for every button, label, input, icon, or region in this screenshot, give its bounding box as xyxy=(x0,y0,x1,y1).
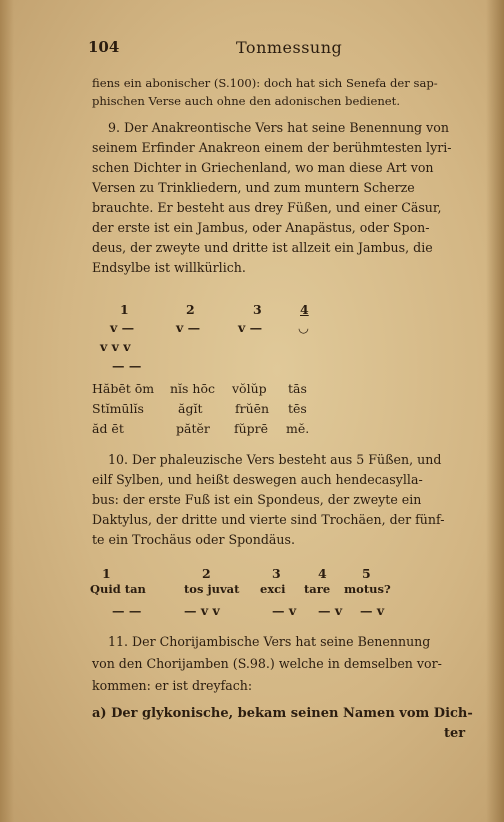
text-line: brauchte. Er besteht aus drey Füßen, und einer Cäsur, xyxy=(92,200,442,215)
meter-mark: v — xyxy=(238,320,263,335)
meter-mark: — v xyxy=(272,603,297,618)
example-word: pătĕr xyxy=(176,421,210,436)
example-word: mĕ. xyxy=(286,421,310,436)
text-line: eilf Sylben, und heißt deswegen auch hendecasylla- xyxy=(92,472,423,487)
meter-mark: — v xyxy=(318,603,343,618)
example-word: motus? xyxy=(344,582,391,596)
page-header xyxy=(88,38,468,60)
example-word: tās xyxy=(288,381,307,396)
text-line: 9. Der Anakreontische Vers hat seine Benennung von xyxy=(108,120,449,135)
foot-number: 4 xyxy=(300,302,309,317)
foot-number: 3 xyxy=(272,566,281,581)
text-line: te ein Trochäus oder Spondäus. xyxy=(92,532,296,547)
meter-mark: v — xyxy=(176,320,201,335)
example-word: ăd ēt xyxy=(92,421,124,436)
example-word: vŏlŭp xyxy=(232,381,267,396)
text-line: schen Dichter in Griechenland, wo man diese Art von xyxy=(92,160,434,175)
foot-number: 1 xyxy=(102,566,111,581)
page-number: 104 xyxy=(88,38,120,56)
example-word: tare xyxy=(304,582,331,596)
text-line: a) Der glykonische, bekam seinen Namen vom Dich- xyxy=(92,706,473,721)
text-line: seinem Erfinder Anakreon einem der berühmtesten lyri- xyxy=(92,140,452,155)
page-edge-left xyxy=(0,0,14,822)
example-word: nĭs hōc xyxy=(170,381,216,396)
example-word: ăgĭt xyxy=(178,401,203,416)
foot-number: 3 xyxy=(253,302,262,317)
text-line: ter xyxy=(444,726,466,741)
text-line: der erste ist ein Jambus, oder Anapästus, oder Spon- xyxy=(92,220,430,235)
foot-number: 4 xyxy=(318,566,327,581)
example-word: frŭēn xyxy=(235,401,270,416)
example-word: Hăbēt ōm xyxy=(92,381,155,396)
example-word: Stĭmūlĭs xyxy=(92,401,144,416)
meter-mark: — — xyxy=(112,603,142,618)
text-line: fiens ein abonischer (S.100): doch hat sich Senefa der sap- xyxy=(92,76,438,90)
text-line: bus: der erste Fuß ist ein Spondeus, der zweyte ein xyxy=(92,492,422,507)
text-line: 10. Der phaleuzische Vers besteht aus 5 Füßen, und xyxy=(108,452,442,467)
text-line: Versen zu Trinkliedern, und zum muntern Scherze xyxy=(92,180,415,195)
foot-number: 5 xyxy=(362,566,371,581)
meter-row: v v v xyxy=(100,339,131,354)
foot-number: 2 xyxy=(202,566,211,581)
meter-row: — — xyxy=(112,358,142,373)
text-line: von den Chorijamben (S.98.) welche in demselben vor- xyxy=(92,656,442,671)
text-line: Endsylbe ist willkürlich. xyxy=(92,260,246,275)
text-line: phischen Verse auch ohne den adonischen bedienet. xyxy=(92,94,401,108)
meter-mark: — v xyxy=(360,603,385,618)
meter-mark: — v v xyxy=(184,603,220,618)
example-word: exci xyxy=(260,582,286,596)
meter-mark: ◡ xyxy=(298,320,309,335)
example-word: tos juvat xyxy=(184,582,240,596)
page-edge-right xyxy=(486,0,504,822)
text-line: kommen: er ist dreyfach: xyxy=(92,678,253,693)
foot-number: 2 xyxy=(186,302,195,317)
example-word: Quid tan xyxy=(90,582,146,596)
meter-mark: v — xyxy=(110,320,135,335)
example-word: fŭprē xyxy=(234,421,269,436)
example-word: tēs xyxy=(288,401,307,416)
text-line: 11. Der Chorijambische Vers hat seine Benennung xyxy=(108,634,431,649)
running-head: Tonmessung xyxy=(236,38,343,57)
text-line: deus, der zweyte und dritte ist allzeit ein Jambus, die xyxy=(92,240,433,255)
foot-number: 1 xyxy=(120,302,129,317)
text-line: Daktylus, der dritte und vierte sind Trochäen, der fünf- xyxy=(92,512,445,527)
